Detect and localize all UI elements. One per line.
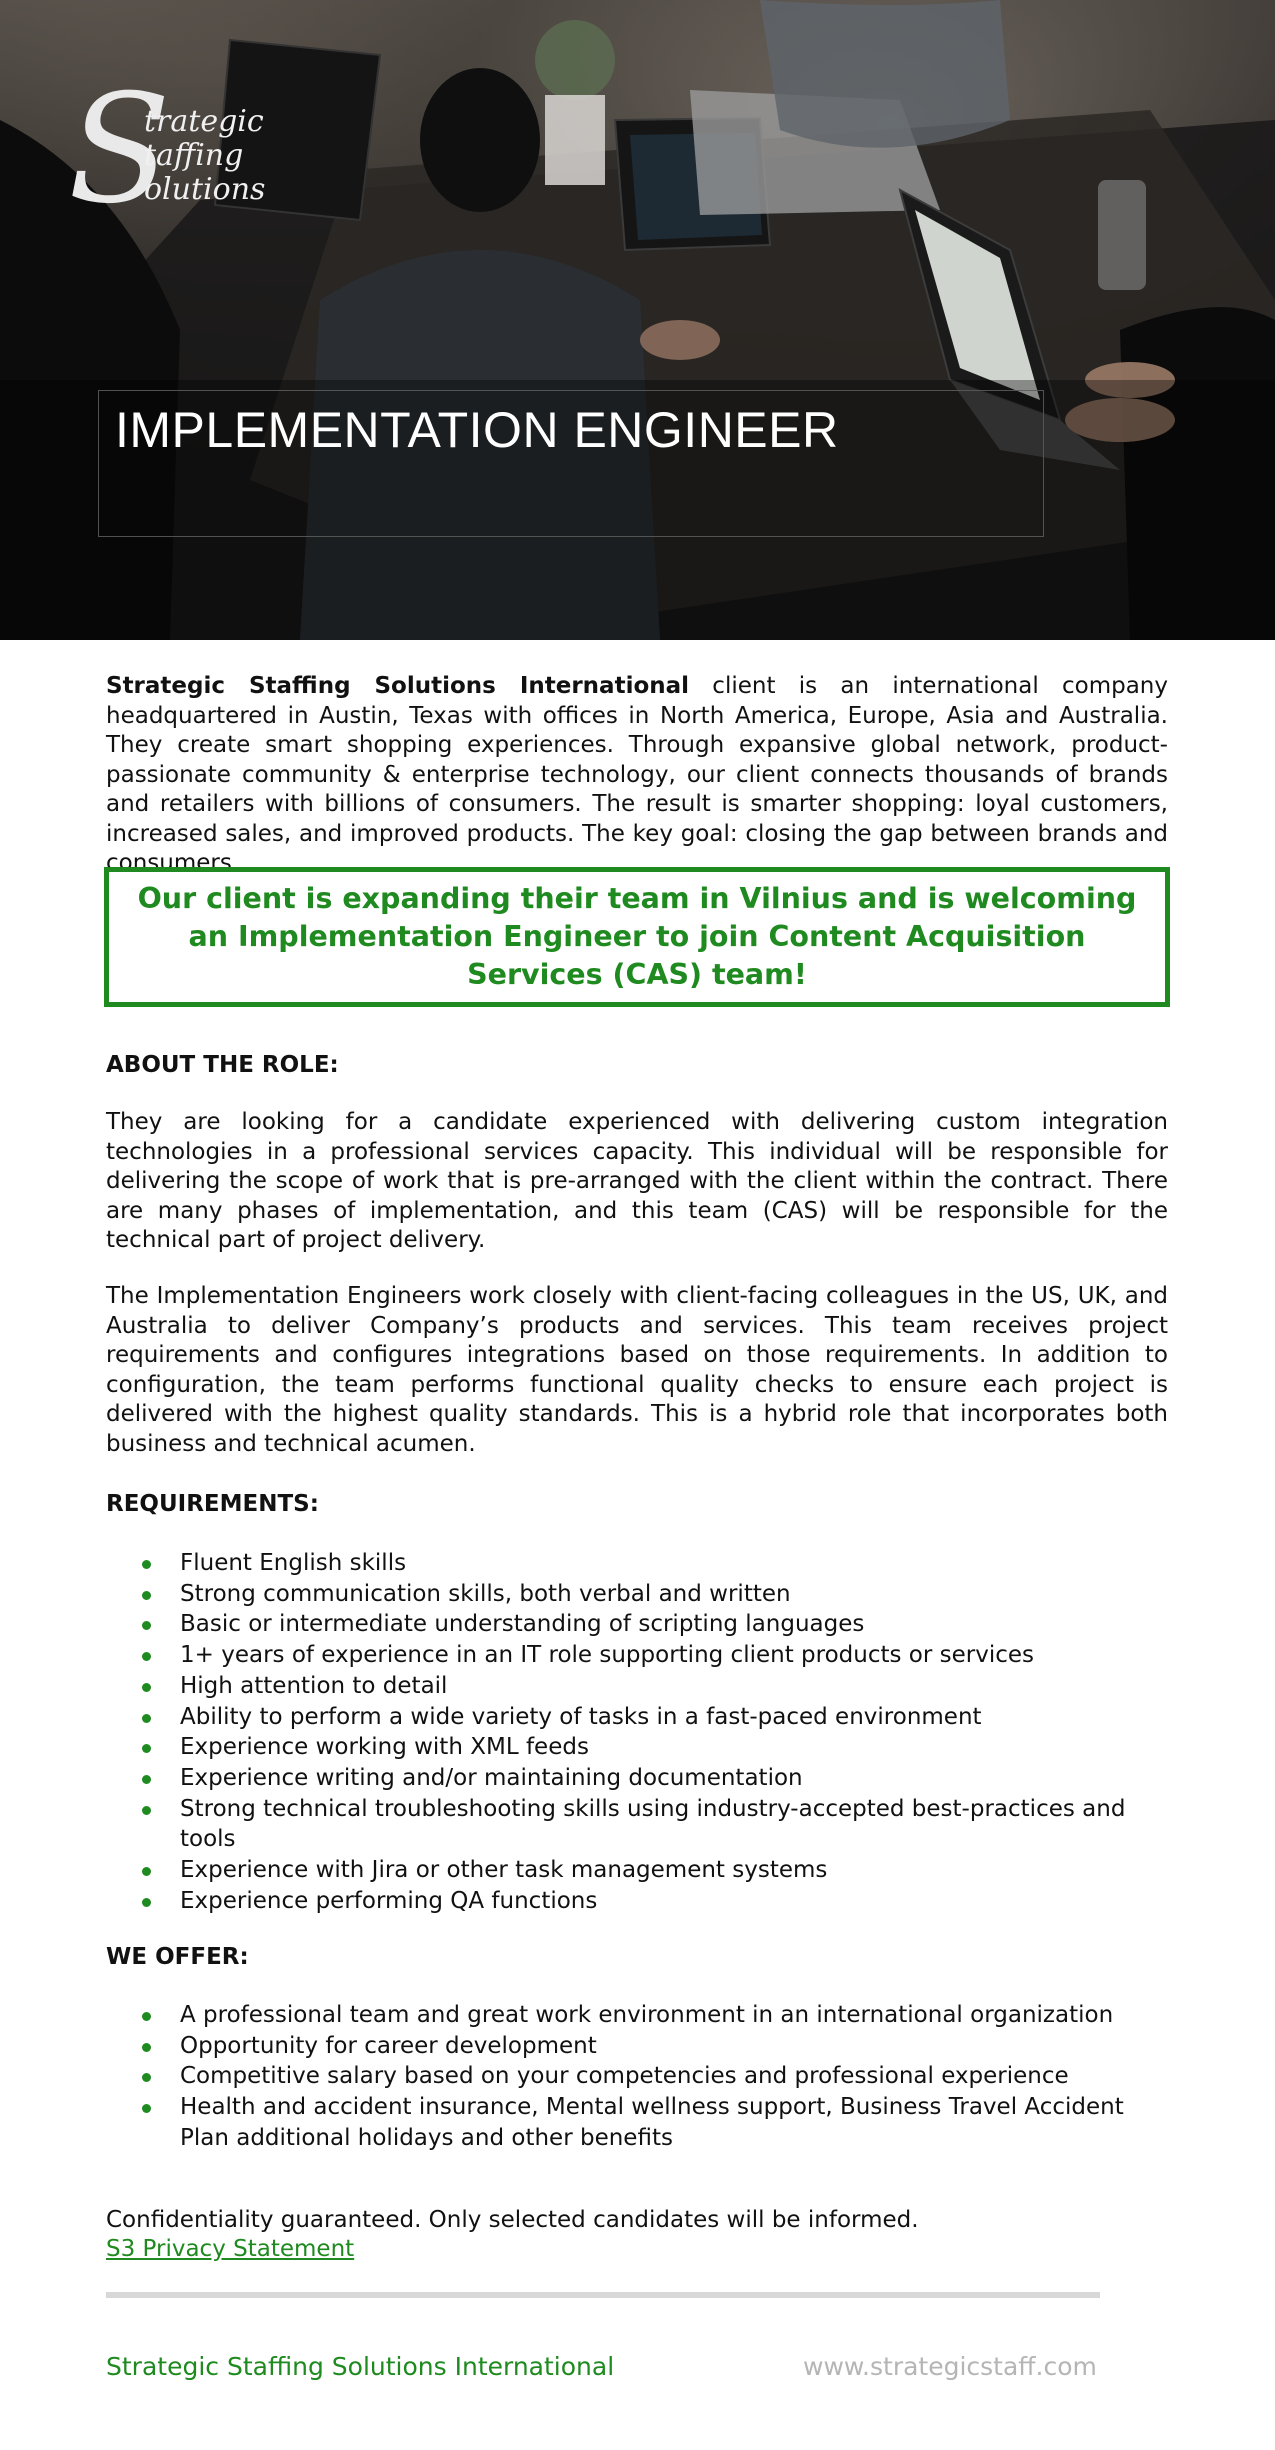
logo-line-2: taffing <box>144 138 244 173</box>
logo-wordmark <box>144 105 265 207</box>
list-item: Opportunity for career development <box>140 2031 1170 2062</box>
hero-banner <box>0 0 1275 640</box>
list-item: Strong technical troubleshooting skills using industry-accepted best-practices and tools <box>140 1794 1170 1855</box>
list-item: Experience with Jira or other task management systems <box>140 1855 1170 1886</box>
list-item: Health and accident insurance, Mental wellness support, Business Travel Accident Plan additional holidays and other benefits <box>140 2092 1170 2153</box>
callout-text: Our client is expanding their team in Vilnius and is welcoming an Implementation Engineer to join Content Acquisition Services (CAS) team! <box>137 882 1137 991</box>
confidentiality-note: Confidentiality guaranteed. Only selected candidates will be informed. <box>106 2207 919 2233</box>
list-item: Competitive salary based on your competencies and professional experience <box>140 2061 1170 2092</box>
title-frame <box>98 390 1044 537</box>
list-item: A professional team and great work environment in an international organization <box>140 2000 1170 2031</box>
intro-section <box>106 672 1168 879</box>
list-item: Experience writing and/or maintaining documentation <box>140 1763 1170 1794</box>
offer-heading: WE OFFER: <box>106 1944 249 1970</box>
logo-line-3: olutions <box>144 172 266 207</box>
list-item: 1+ years of experience in an IT role supporting client products or services <box>140 1640 1170 1671</box>
intro-text: client is an international company headquartered in Austin, Texas with offices in North America, Europe, Asia and Australia. They create smart shopping experiences. Through expansive global network, product-passionate community & enterprise technology, our client connects thousands of brands and retailers with billions of consumers. The result is smarter shopping: loyal customers, increased sales, and improved products. The key goal: closing the gap between brands and consumers. <box>106 673 1168 876</box>
logo-initial: S <box>68 63 171 237</box>
footer-website: www.strategicstaff.com <box>803 2352 1097 2381</box>
requirements-heading: REQUIREMENTS: <box>106 1491 319 1517</box>
requirements-list <box>140 1548 1170 1916</box>
list-item: Fluent English skills <box>140 1548 1170 1579</box>
list-item: Ability to perform a wide variety of tasks in a fast-paced environment <box>140 1702 1170 1733</box>
footer-divider <box>106 2292 1100 2298</box>
job-title: IMPLEMENTATION ENGINEER <box>115 402 839 458</box>
list-item: Experience working with XML feeds <box>140 1732 1170 1763</box>
list-item: High attention to detail <box>140 1671 1170 1702</box>
callout-box <box>104 867 1170 1007</box>
list-item: Basic or intermediate understanding of scripting languages <box>140 1609 1170 1640</box>
list-item: Strong communication skills, both verbal and written <box>140 1579 1170 1610</box>
company-logo <box>68 63 308 245</box>
offer-list <box>140 2000 1170 2154</box>
footer-company-name: Strategic Staffing Solutions International <box>106 2352 615 2381</box>
about-heading: ABOUT THE ROLE: <box>106 1052 339 1078</box>
about-paragraph-1: They are looking for a candidate experienced with delivering custom integration technologies in a professional services capacity. This individual will be responsible for delivering the scope of work that is pre-arranged with the client within the contract. There are many phases of implementation, and this team (CAS) will be responsible for the technical part of project delivery. <box>106 1109 1168 1253</box>
about-paragraph-2: The Implementation Engineers work closely with client-facing colleagues in the US, UK, and Australia to deliver Company’s products and services. This team receives project requirements and configures integrations based on those requirements. In addition to configuration, the team performs functional quality checks to ensure each project is delivered with the highest quality standards. This is a hybrid role that incorporates both business and technical acumen. <box>106 1283 1168 1457</box>
list-item: Experience performing QA functions <box>140 1886 1170 1917</box>
logo-line-1: trategic <box>144 104 264 139</box>
privacy-statement-link[interactable]: S3 Privacy Statement <box>106 2236 355 2262</box>
intro-paragraph <box>106 672 1168 879</box>
intro-company-name: Strategic Staffing Solutions International <box>106 673 690 699</box>
